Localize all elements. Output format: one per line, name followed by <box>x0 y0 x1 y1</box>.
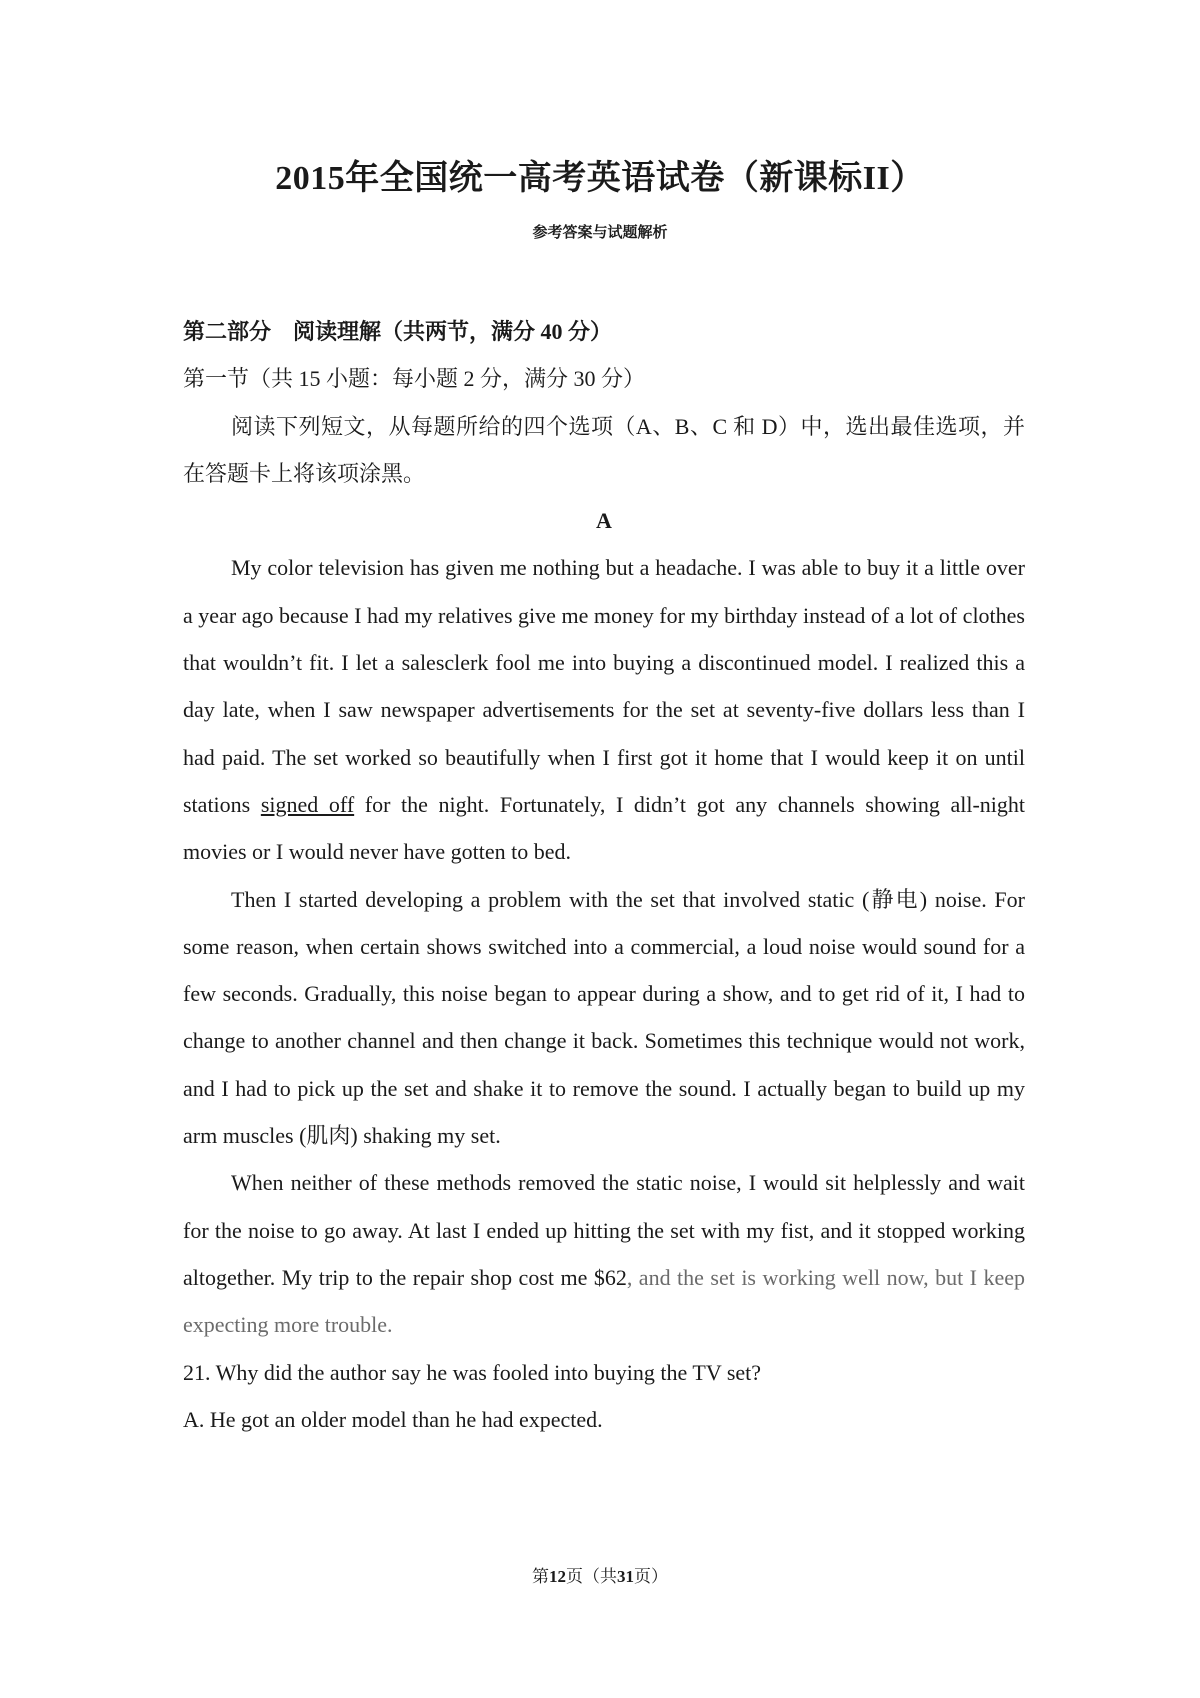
section-heading: 第一节（共 15 小题：每小题 2 分，满分 30 分） <box>183 366 646 392</box>
footer-suffix: 页） <box>634 1567 668 1586</box>
question-21: 21. Why did the author say he was fooled into buying the TV set? <box>183 1359 762 1385</box>
passage-paragraph-1 <box>183 544 1025 875</box>
paragraph-1-text: My color television has given me nothing but a headache. I was able to buy it a little over a year ago because I had my relatives give me money for my birthday instead of a lot of clothes that wouldn’t fit. I let a salesclerk fool me into buying a discontinued model. I realized this a day late, when I saw newspaper advertisements for the set at seventy-five dollars less than I had paid. The set worked so beautifully when I first got it home that I would keep it on until stations <box>183 555 1025 817</box>
page-content <box>183 308 1025 1443</box>
question-21-option-a: A. He got an older model than he had expected. <box>183 1406 603 1432</box>
footer-prefix: 第 <box>532 1567 549 1586</box>
page-footer <box>0 1562 1200 1587</box>
passage-label: A <box>596 508 612 534</box>
passage-paragraph-3 <box>183 1159 1025 1348</box>
footer-page-number: 12 <box>549 1567 566 1586</box>
document-title: 2015年全国统一高考英语试卷（新课标II） <box>275 160 925 197</box>
document-subtitle: 参考答案与试题解析 <box>532 225 668 241</box>
paragraph-3-faded-text: , and the set is working well now, but I keep expecting more trouble. <box>183 1264 1025 1338</box>
instructions: 阅读下列短文，从每题所给的四个选项（A、B、C 和 D）中，选出最佳选项，并在答题卡上将该项涂黑。 <box>183 413 1025 486</box>
paragraph-3-text: When neither of these methods removed the static noise, I would sit helplessly and wait for the noise to go away. At last I ended up hitting the set with my fist, and it stopped working altogether. My trip to the repair shop cost me $62 <box>183 1170 1025 1290</box>
footer-total-pages: 31 <box>617 1567 634 1586</box>
part-heading: 第二部分 阅读理解（共两节，满分 40 分） <box>183 319 613 344</box>
paragraph-1-text-end: for the night. Fortunately, I didn’t got any channels showing all-night movies or I would never have gotten to bed. <box>183 791 1025 865</box>
underlined-phrase: signed off <box>260 791 355 817</box>
footer-middle: 页（共 <box>566 1567 617 1586</box>
passage-paragraph-2: Then I started developing a problem with the set that involved static (静电) noise. For some reason, when certain shows switched into a commercial, a loud noise would sound for a few seconds. Gradually, this noise began to appear during a show, and to get rid of it, I had to change to another channel and then change it back. Sometimes this technique would not work, and I had to pick up the set and shake it to remove the sound. I actually began to build up my arm muscles (肌肉) shaking my set. <box>183 886 1025 1149</box>
